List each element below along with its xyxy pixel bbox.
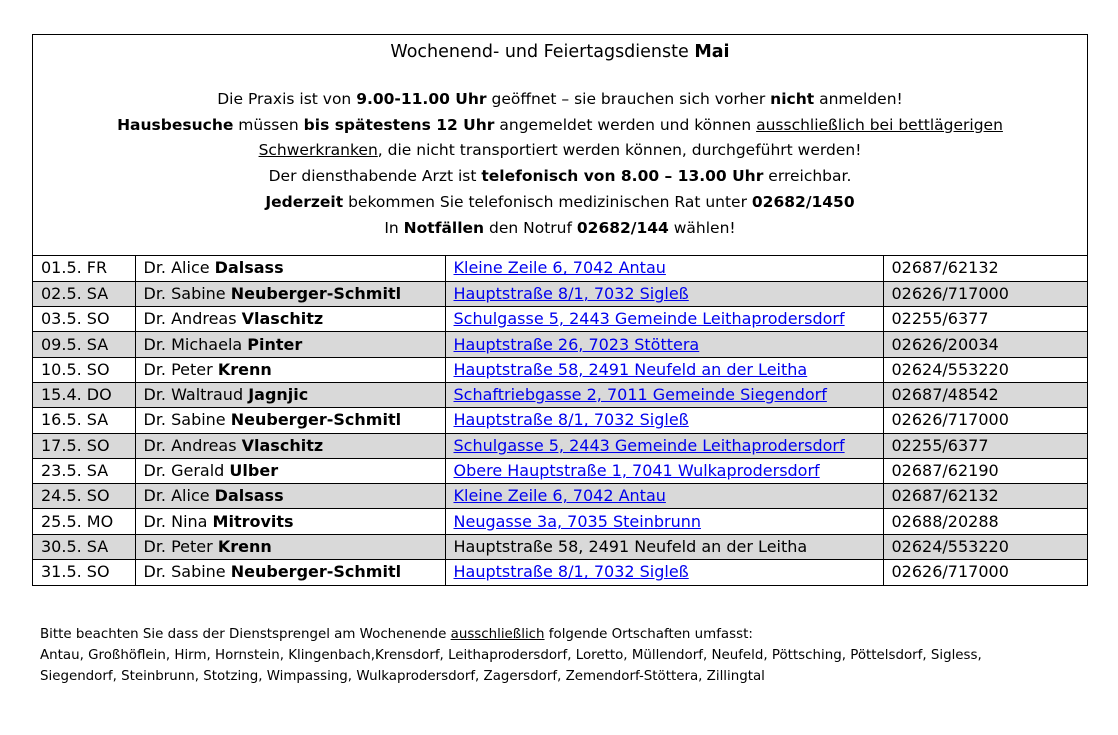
footer-line-towns-1: Antau, Großhöflein, Hirm, Hornstein, Klingenbach,Krensdorf, Leithaprodersdorf, Loretto, Müllendorf, Neufeld, Pöttsching, Pöttelsdorf, Sigless,	[40, 648, 982, 663]
address-link[interactable]: Kleine Zeile 6, 7042 Antau	[453, 486, 666, 506]
info-text	[33, 87, 1087, 241]
table-row	[33, 307, 1087, 332]
address-cell[interactable]	[445, 408, 883, 433]
address-link[interactable]: Obere Hauptstraße 1, 7041 Wulkaprodersdorf	[453, 461, 820, 481]
address-link[interactable]: Kleine Zeile 6, 7042 Antau	[453, 258, 666, 278]
doctor-cell: Dr. Sabine Neuberger-Schmitl	[135, 281, 445, 306]
address-cell[interactable]	[445, 307, 883, 332]
doctor-cell: Dr. Andreas Vlaschitz	[135, 307, 445, 332]
schedule-header	[33, 35, 1087, 256]
address-cell[interactable]	[445, 458, 883, 483]
doctor-cell: Dr. Waltraud Jagnjic	[135, 382, 445, 407]
phone-cell: 02687/62190	[883, 458, 1087, 483]
footer-line-towns-2: Siegendorf, Steinbrunn, Stotzing, Wimpassing, Wulkaprodersdorf, Zagersdorf, Zemendorf-Stöttera, Zillingtal	[40, 669, 765, 684]
address-cell[interactable]	[445, 332, 883, 357]
schedule-sheet	[32, 34, 1088, 586]
address-link[interactable]: Hauptstraße 58, 2491 Neufeld an der Leitha	[453, 359, 808, 379]
footer-note	[40, 624, 1100, 687]
doctor-surname: Krenn	[217, 359, 272, 379]
table-row	[33, 408, 1087, 433]
doctor-surname: Mitrovits	[212, 511, 294, 531]
date-cell: 10.5. SO	[33, 357, 135, 382]
address-cell: Hauptstraße 58, 2491 Neufeld an der Leitha	[445, 534, 883, 559]
address-cell[interactable]	[445, 256, 883, 281]
address-link[interactable]: Schulgasse 5, 2443 Gemeinde Leithaprodersdorf	[453, 309, 845, 329]
date-cell: 24.5. SO	[33, 484, 135, 509]
phone-cell: 02626/717000	[883, 560, 1087, 585]
address-link[interactable]: Hauptstraße 8/1, 7032 Sigleß	[453, 283, 689, 303]
date-cell: 25.5. MO	[33, 509, 135, 534]
phone-cell: 02624/553220	[883, 534, 1087, 559]
address-link[interactable]: Schulgasse 5, 2443 Gemeinde Leithaprodersdorf	[453, 435, 845, 455]
phone-cell: 02626/717000	[883, 408, 1087, 433]
phone-cell: 02688/20288	[883, 509, 1087, 534]
doctor-cell: Dr. Alice Dalsass	[135, 484, 445, 509]
duty-table	[33, 256, 1087, 585]
date-cell: 01.5. FR	[41, 258, 108, 278]
address-cell[interactable]	[445, 281, 883, 306]
address-link[interactable]: Neugasse 3a, 7035 Steinbrunn	[453, 511, 701, 531]
doctor-cell: Dr. Nina Mitrovits	[135, 509, 445, 534]
info-line-house-calls-cont: Schwerkranken, die nicht transportiert werden können, durchgeführt werden!	[258, 141, 862, 160]
date-cell: 23.5. SA	[33, 458, 135, 483]
doctor-surname: Pinter	[247, 334, 303, 354]
doctor-cell: Dr. Michaela Pinter	[135, 332, 445, 357]
doctor-cell: Dr. Gerald Ulber	[135, 458, 445, 483]
date-cell: 03.5. SO	[33, 307, 135, 332]
address-cell[interactable]	[445, 560, 883, 585]
address-link[interactable]: Hauptstraße 8/1, 7032 Sigleß	[453, 562, 689, 582]
doctor-cell: Dr. Peter Krenn	[135, 534, 445, 559]
info-line-emergency: In Notfällen den Notruf 02682/144 wählen!	[384, 218, 736, 237]
info-line-house-calls: Hausbesuche müssen bis spätestens 12 Uhr angemeldet werden und können ausschließlich bei bettlägerigen	[117, 115, 1003, 134]
info-line-phone-hours: Der diensthabende Arzt ist telefonisch von 8.00 – 13.00 Uhr erreichbar.	[268, 167, 852, 186]
phone-cell: 02255/6377	[883, 307, 1087, 332]
date-cell: 15.4. DO	[33, 382, 135, 407]
table-row	[33, 458, 1087, 483]
info-line-advice-number: Jederzeit bekommen Sie telefonisch medizinischen Rat unter 02682/1450	[265, 192, 855, 211]
doctor-surname: Neuberger-Schmitl	[230, 283, 402, 303]
address-link[interactable]: Hauptstraße 8/1, 7032 Sigleß	[453, 410, 689, 430]
title-month: Mai	[694, 42, 730, 62]
phone-cell: 02626/717000	[883, 281, 1087, 306]
doctor-surname: Krenn	[217, 536, 272, 556]
address-link[interactable]: Schaftriebgasse 2, 7011 Gemeinde Siegendorf	[453, 385, 827, 405]
phone-cell: 02626/20034	[883, 332, 1087, 357]
phone-cell: 02624/553220	[883, 357, 1087, 382]
phone-cell: 02687/48542	[883, 382, 1087, 407]
date-cell: 31.5. SO	[33, 560, 135, 585]
address-link[interactable]: Hauptstraße 26, 7023 Stöttera	[453, 334, 700, 354]
doctor-cell: Dr. Peter Krenn	[135, 357, 445, 382]
doctor-surname: Vlaschitz	[241, 309, 324, 329]
doctor-cell: Dr. Sabine Neuberger-Schmitl	[135, 408, 445, 433]
date-cell: 02.5. SA	[33, 281, 135, 306]
doctor-surname: Neuberger-Schmitl	[230, 562, 402, 582]
address-cell[interactable]	[445, 357, 883, 382]
address-cell[interactable]	[445, 382, 883, 407]
doctor-cell: Dr. Alice Dalsass	[135, 256, 445, 281]
date-cell: 30.5. SA	[33, 534, 135, 559]
phone-cell: 02687/62132	[883, 256, 1087, 281]
doctor-surname: Ulber	[229, 461, 279, 481]
doctor-surname: Dalsass	[214, 258, 284, 278]
phone-cell: 02687/62132	[883, 484, 1087, 509]
doctor-surname: Vlaschitz	[241, 435, 324, 455]
phone-cell: 02255/6377	[883, 433, 1087, 458]
table-row	[33, 534, 1087, 559]
address-cell[interactable]	[445, 484, 883, 509]
table-row	[33, 560, 1087, 585]
table-row	[33, 332, 1087, 357]
footer-line-intro: Bitte beachten Sie dass der Dienstsprengel am Wochenende ausschließlich folgende Ortschaften umfasst:	[40, 627, 753, 642]
doctor-surname: Jagnjic	[248, 385, 309, 405]
table-row	[33, 509, 1087, 534]
table-row	[33, 357, 1087, 382]
address-cell[interactable]	[445, 509, 883, 534]
date-cell: 16.5. SA	[33, 408, 135, 433]
table-row	[33, 281, 1087, 306]
doctor-cell: Dr. Sabine Neuberger-Schmitl	[135, 560, 445, 585]
table-row	[33, 382, 1087, 407]
page-title: Wochenend- und Feiertagsdienste Mai	[390, 42, 730, 62]
table-row	[33, 484, 1087, 509]
table-row	[33, 433, 1087, 458]
doctor-cell: Dr. Andreas Vlaschitz	[135, 433, 445, 458]
info-line-opening-hours: Die Praxis ist von 9.00-11.00 Uhr geöffnet – sie brauchen sich vorher nicht anmelden!	[217, 90, 903, 108]
table-row	[33, 256, 1087, 281]
address-cell[interactable]	[445, 433, 883, 458]
doctor-surname: Dalsass	[214, 486, 284, 506]
date-cell: 17.5. SO	[33, 433, 135, 458]
doctor-surname: Neuberger-Schmitl	[230, 410, 402, 430]
date-cell: 09.5. SA	[33, 332, 135, 357]
